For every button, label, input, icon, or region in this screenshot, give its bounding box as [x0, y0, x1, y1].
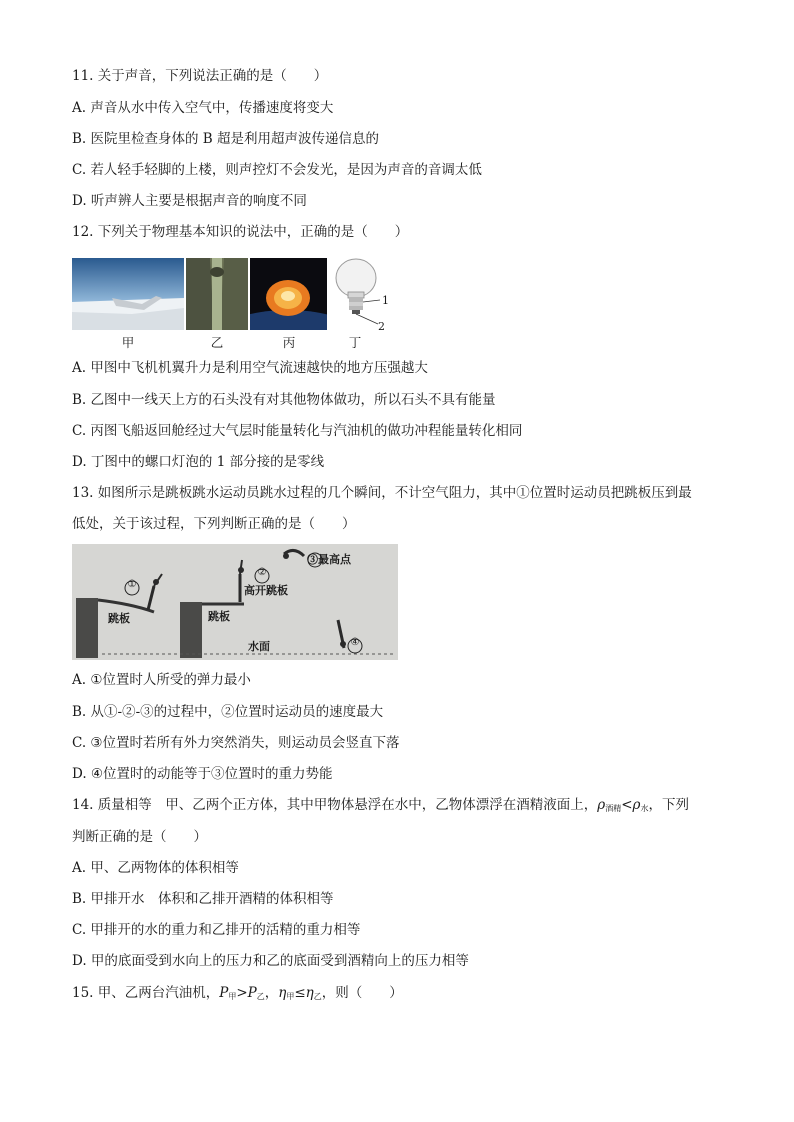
q13-option-c: C. ③位置时若所有外力突然消失，则运动员会竖直下落 [72, 735, 400, 751]
q14-option-b: B. 甲排开水 体积和乙排开酒精的体积相等 [72, 891, 334, 907]
q15-stem [72, 983, 403, 1007]
q13-stem-line2: 低处，关于该过程，下列判断正确的是（ ） [72, 516, 356, 532]
q12-label-ding: 丁 [348, 335, 362, 350]
rho-symbol-2: ρ [632, 797, 641, 813]
rock-crevice-photo [186, 258, 248, 330]
q14-option-a: A. 甲、乙两物体的体积相等 [72, 860, 239, 876]
board-label-2: 跳板 [208, 610, 230, 623]
board-label-1: 跳板 [108, 612, 130, 625]
bulb-label-2: 2 [378, 320, 385, 333]
greater-than: > [236, 985, 248, 1001]
water-surface-label: 水面 [248, 640, 270, 653]
diver-pos-2: ② [257, 567, 267, 578]
diver-pos-3-top: ③最高点 [307, 553, 351, 566]
q13-option-a: A. ①位置时人所受的弹力最小 [72, 672, 251, 688]
q12-label-yi: 乙 [210, 335, 224, 350]
q12-option-a: A. 甲图中飞机机翼升力是利用空气流速越快的地方压强越大 [72, 360, 428, 376]
airplane-wing-photo [72, 258, 184, 330]
diving-figure [72, 544, 398, 660]
power-symbol: P [219, 985, 229, 1001]
q14-stem-line2: 判断正确的是（ ） [72, 829, 207, 845]
q12-stem: 12. 下列关于物理基本知识的说法中，正确的是（ ） [72, 224, 409, 240]
power-symbol-2: P [247, 985, 257, 1001]
eta-sub-yi: 乙 [313, 992, 322, 1001]
eta-symbol: η [278, 985, 287, 1001]
q14-option-d: D. 甲的底面受到水向上的压力和乙的底面受到酒精向上的压力相等 [72, 953, 469, 969]
leave-board-label: 高开跳板 [244, 584, 288, 597]
q13-option-d: D. ④位置时的动能等于③位置时的重力势能 [72, 766, 333, 782]
q11-option-d: D. 听声辨人主要是根据声音的响度不同 [72, 193, 307, 209]
diver-pos-1: ① [127, 579, 137, 590]
reentry-capsule-photo [250, 258, 327, 330]
q13-option-b: B. 从①-②-③的过程中，②位置时运动员的速度最大 [72, 704, 384, 720]
q11-option-b: B. 医院里检查身体的 B 超是利用超声波传递信息的 [72, 131, 380, 147]
q14-stem-line1 [72, 795, 689, 819]
q12-option-b: B. 乙图中一线天上方的石头没有对其他物体做功，所以石头不具有能量 [72, 392, 496, 408]
power-sub-jia: 甲 [228, 992, 237, 1001]
q11-option-c: C. 若人轻手轻脚的上楼，则声控灯不会发光，是因为声音的音调太低 [72, 162, 482, 178]
less-equal: ≤ [294, 985, 306, 1001]
rho-symbol: ρ [597, 797, 606, 813]
q15-stem-tail: ，则（ ） [321, 985, 403, 1001]
q12-option-c: C. 丙图飞船返回舱经过大气层时能量转化与汽油机的做功冲程能量转化相同 [72, 423, 523, 439]
diver-pos-4: ④ [350, 637, 360, 648]
power-sub-yi: 乙 [256, 992, 265, 1001]
q15-stem-text: 15. 甲、乙两台汽油机， [72, 985, 220, 1001]
comma: ， [264, 985, 279, 1001]
q13-stem-line1: 13. 如图所示是跳板跳水运动员跳水过程的几个瞬间，不计空气阻力，其中①位置时运动员把跳板压到最 [72, 485, 692, 501]
rho-sub-alcohol: 酒精 [605, 804, 622, 813]
rho-sub-water: 水 [640, 804, 649, 813]
q14-stem-text: 14. 质量相等 甲、乙两个正方体，其中甲物体悬浮在水中，乙物体漂浮在酒精液面上， [72, 797, 598, 813]
eta-sub-jia: 甲 [286, 992, 295, 1001]
eta-symbol-2: η [305, 985, 314, 1001]
q12-label-bing: 丙 [282, 335, 296, 350]
bulb-label-1: 1 [382, 294, 389, 307]
q12-label-jia: 甲 [121, 335, 135, 350]
q11-option-a: A. 声音从水中传入空气中，传播速度将变大 [72, 100, 334, 116]
q12-option-d: D. 丁图中的螺口灯泡的 1 部分接的是零线 [72, 454, 325, 470]
less-than: < [621, 797, 633, 813]
q11-stem: 11. 关于声音，下列说法正确的是（ ） [72, 68, 328, 84]
q14-stem-tail: ，下列 [648, 797, 689, 813]
q14-option-c: C. 甲排开的水的重力和乙排开的活精的重力相等 [72, 922, 361, 938]
